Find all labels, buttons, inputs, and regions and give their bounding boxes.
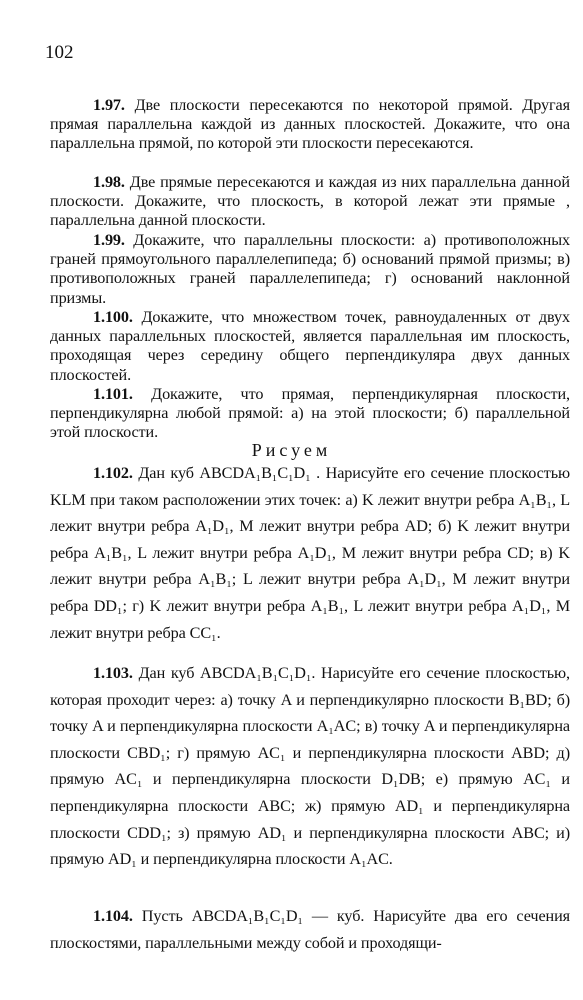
problem-text: Докажите, что прямая, перпендикулярная плоскости, перпендикулярна любой прямой: а) на этой плоскости; б) параллельной этой плоскости. [50,385,570,442]
problem-number: 1.104. [93,907,133,925]
problem-text: Докажите, что параллельны плоскости: а) противоположных граней прямоугольного параллелепипеда; б) оснований прямой призмы; в) противоположных граней параллелепипеда; г) оснований наклонной призмы. [50,231,570,307]
problem-number: 1.98. [93,173,125,191]
problem-number: 1.103. [93,664,133,682]
problem-1-98 [50,173,570,231]
problem-1-101 [50,385,570,443]
problem-1-104 [50,903,570,956]
problem-1-102 [50,460,570,646]
problem-number: 1.97. [93,96,125,114]
problem-text: Дан куб ABCDA₁B₁C₁D₁. Нарисуйте его сечение плоскостью, которая проходит через: а) точку A и перпендикулярно плоскости B₁BD; б) точку A и перпендикулярна плоскости A₁AC; в) точку A и перпендикулярна плоскости CBD₁; г) прямую AC₁ и перпендикулярна плоскости ABD; д) прямую AC₁ и перпендикулярна плоскости D₁DB; е) прямую AC₁ и перпендикулярна плоскости ABC; ж) прямую AD₁ и перпендикулярна плоскости CDD₁; з) прямую AD₁ и перпендикулярна плоскости ABC; и) прямую AD₁ и перпендикулярна плоскости A₁AC. [50,664,571,869]
problem-1-99 [50,231,570,308]
problem-1-103 [50,660,570,873]
problem-number: 1.102. [93,464,133,482]
problem-number: 1.100. [93,308,133,326]
section-heading: Рисуем [251,440,332,460]
problem-1-97 [50,96,570,154]
problem-text: Две прямые пересекаются и каждая из них параллельна данной плоскости. Докажите, что плоскость, в которой лежат эти прямые , параллельна данной плоскости. [50,173,570,230]
problem-1-100 [50,308,570,385]
problem-text: Докажите, что множеством точек, равноудаленных от двух данных параллельных плоскостей, является параллельная им плоскость, проходящая через середину общего перпендикуляра двух данных плоскостей. [50,308,570,384]
problem-text: Пусть ABCDA₁B₁C₁D₁ — куб. Нарисуйте два его сечения плоскостями, параллельными между собой и проходящи- [50,907,570,952]
problem-number: 1.101. [93,385,133,403]
problem-number: 1.99. [93,231,125,249]
page-number: 102 [45,42,74,63]
problem-text: Дан куб ABCDA₁B₁C₁D₁ . Нарисуйте его сечение плоскостью KLM при таком расположении этих точек: а) K лежит внутри ребра A₁B₁, L лежит внутри ребра A₁D₁, M лежит внутри ребра AD; б) K лежит внутри ребра A₁B₁, L лежит внутри ребра A₁D₁, M лежит внутри ребра CD; в) K лежит внутри ребра A₁B₁; L лежит внутри ребра A₁D₁, M лежит внутри ребра DD₁; г) K лежит внутри ребра A₁B₁, L лежит внутри ребра A₁D₁, M лежит внутри ребра CC₁. [50,464,570,642]
problem-text: Две плоскости пересекаются по некоторой прямой. Другая прямая параллельна каждой из данных плоскостей. Докажите, что она параллельна прямой, по которой эти плоскости пересекаются. [50,96,570,153]
